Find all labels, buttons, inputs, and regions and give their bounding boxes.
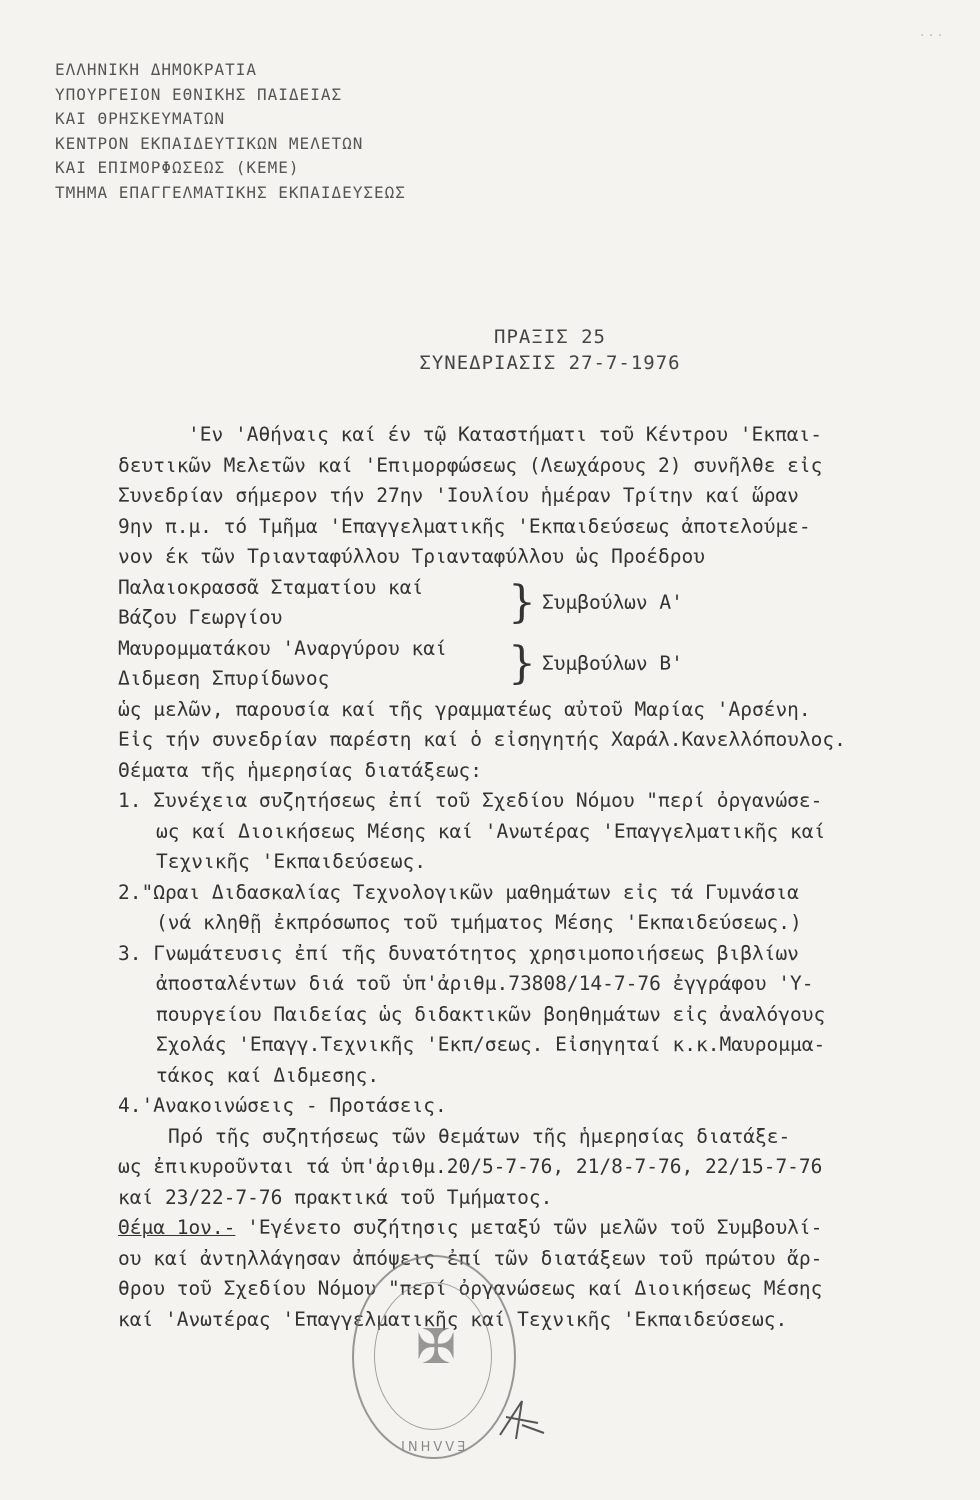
closing-line: ως ἐπικυροῦνται τά ὑπ'ἀριθμ.20/5-7-76, 21/8-7-76, 22/15-7-76 <box>118 1155 823 1178</box>
letterhead-line: ΚΕΝΤΡΟΝ ΕΚΠΑΙΔΕΥΤΙΚΩΝ ΜΕΛΕΤΩΝ <box>55 133 364 153</box>
letterhead-line: ΚΑΙ ΕΠΙΜΟΡΦΩΣΕΩΣ (ΚΕΜΕ) <box>55 158 300 177</box>
agenda-item-3-cont: Σχολάς 'Επαγγ.Τεχνικῆς 'Εκπ/σεως. Εἰσηγηταί κ.κ.Μαυρομμα- <box>156 1033 826 1056</box>
members-group-a <box>118 573 948 634</box>
member-role: Συμβούλων Β' <box>542 651 683 675</box>
act-number: ΠΡΑΞΙΣ 25 <box>494 326 606 348</box>
intro-line: 'Εν 'Αθήναις καί έν τῷ Καταστήματι τοῦ Κέντρου 'Εκπαι- <box>188 423 822 446</box>
agenda-item-1-cont: Τεχνικῆς 'Εκπαιδεύσεως. <box>156 850 427 873</box>
closing-line: Πρό τῆς συζητήσεως τῶν θεμάτων τῆς ἡμερησίας διατάξε- <box>168 1124 791 1148</box>
letterhead-line: ΚΑΙ ΘΡΗΣΚΕΥΜΑΤΩΝ <box>55 109 226 128</box>
member-role: Συμβούλων Α' <box>542 590 683 614</box>
agenda-item-3-cont: πουργείου Παιδείας ὡς διδακτικῶν βοηθημάτων εἰς ἀναλόγους <box>156 1002 826 1026</box>
member-name: Διδμεση Σπυρίδωνος <box>118 667 330 690</box>
theme-1-line: θρου τοῦ Σχεδίου Νόμου "περί ὀργανώσεως καί Διοικήσεως Μέσης <box>118 1277 823 1300</box>
agenda-item-2-cont: (νά κληθῇ ἐκπρόσωπος τοῦ τμήματος Μέσης 'Εκπαιδεύσεως.) <box>156 911 802 934</box>
theme-1-line: ου καί ἀντηλλάγησαν ἀπόψεις ἐπί τῶν διατάξεων τοῦ πρώτου ἄρ- <box>118 1246 823 1270</box>
intro-line: νον έκ τῶν Τριανταφύλλου Τριανταφύλλου ὡς Προέδρου <box>118 545 705 568</box>
member-name: Βάζου Γεωργίου <box>118 606 283 629</box>
intro-line: Συνεδρίαν σήμερον τήν 27ην 'Ιουλίου ἡμέραν Τρίτην καί ὥραν <box>118 484 799 507</box>
member-name: Παλαιοκρασσᾶ Σταματίου καί <box>118 575 424 599</box>
letterhead-line: ΕΛΛΗΝΙΚΗ ΔΗΜΟΚΡΑΤΙΑ <box>55 60 258 79</box>
theme-1-line <box>118 1213 948 1244</box>
attendance-line: Εἰς τήν συνεδρίαν παρέστη καί ὁ εἰσηγητής Χαράλ.Κανελλόπουλος. <box>118 728 846 751</box>
closing-line: καί 23/22-7-76 πρακτικά τοῦ Τμήματος. <box>118 1185 553 1209</box>
theme-1-label: Θέμα 1ον.- <box>118 1216 236 1239</box>
agenda-heading: Θέματα τῆς ἡμερησίας διατάξεως: <box>118 758 482 782</box>
stamp-ring-text: ΕΛΛΗΝΙ <box>398 1437 466 1452</box>
intro-line: 9ην π.μ. τό Τμῆμα 'Επαγγελματικῆς 'Εκπαιδεύσεως ἀποτελούμε- <box>118 514 811 538</box>
attendance-line: ὡς μελῶν, παρουσία καί τῆς γραμματέως αὐτοῦ Μαρίας 'Αρσένη. <box>118 697 811 721</box>
letterhead-line: ΥΠΟΥΡΓΕΙΟΝ ΕΘΝΙΚΗΣ ΠΑΙΔΕΙΑΣ <box>55 84 343 104</box>
brace-icon: } <box>508 577 536 628</box>
agenda-item-2: 2."Ωραι Διδασκαλίας Τεχνολογικῶν μαθημάτων εἰς τά Γυμνάσια <box>118 880 799 904</box>
agenda-item-3-cont: τάκος καί Διδμεσης. <box>156 1063 380 1087</box>
agenda-item-1: 1. Συνέχεια συζητήσεως ἐπί τοῦ Σχεδίου Νόμου "περί ὀργανώσε- <box>118 789 823 812</box>
letterhead <box>55 58 406 205</box>
members-group-b <box>118 634 948 695</box>
page-corner-mark: · · · <box>920 28 943 44</box>
agenda-item-3: 3. Γνωμάτευσις ἐπί τῆς δυνατότητος χρησιμοποιήσεως βιβλίων <box>118 941 799 965</box>
agenda-item-3-cont: ἀποσταλέντων διά τοῦ ὑπ'ἀριθμ.73808/14-7-76 ἐγγράφου 'Υ- <box>156 972 814 995</box>
theme-1-text: 'Εγένετο συζήτησις μεταξύ τῶν μελῶν τοῦ Συμβουλί- <box>235 1216 823 1239</box>
signature-mark <box>492 1395 552 1445</box>
member-name: Μαυρομματάκου 'Αναργύρου καί <box>118 636 447 660</box>
intro-line: δευτικῶν Μελετῶν καί 'Επιμορφώσεως (Λεωχάρους 2) συνῆλθε εἰς <box>118 453 823 477</box>
agenda-item-4: 4.'Ανακοινώσεις - Προτάσεις. <box>118 1094 447 1117</box>
session-date: ΣΥΝΕΔΡΙΑΣΙΣ 27-7-1976 <box>419 352 681 374</box>
brace-icon: } <box>508 638 536 689</box>
minutes-body <box>118 420 948 1335</box>
letterhead-line: ΤΜΗΜΑ ΕΠΑΓΓΕΛΜΑΤΙΚΗΣ ΕΚΠΑΙΔΕΥΣΕΩΣ <box>55 182 406 202</box>
theme-1-line: καί 'Ανωτέρας 'Επαγγελματικῆς καί Τεχνικῆς 'Εκπαιδεύσεως. <box>118 1307 788 1331</box>
cross-icon: ✠ <box>416 1319 457 1375</box>
agenda-item-1-cont: ως καί Διοικήσεως Μέσης καί 'Ανωτέρας 'Επαγγελματικῆς καί <box>156 819 826 843</box>
